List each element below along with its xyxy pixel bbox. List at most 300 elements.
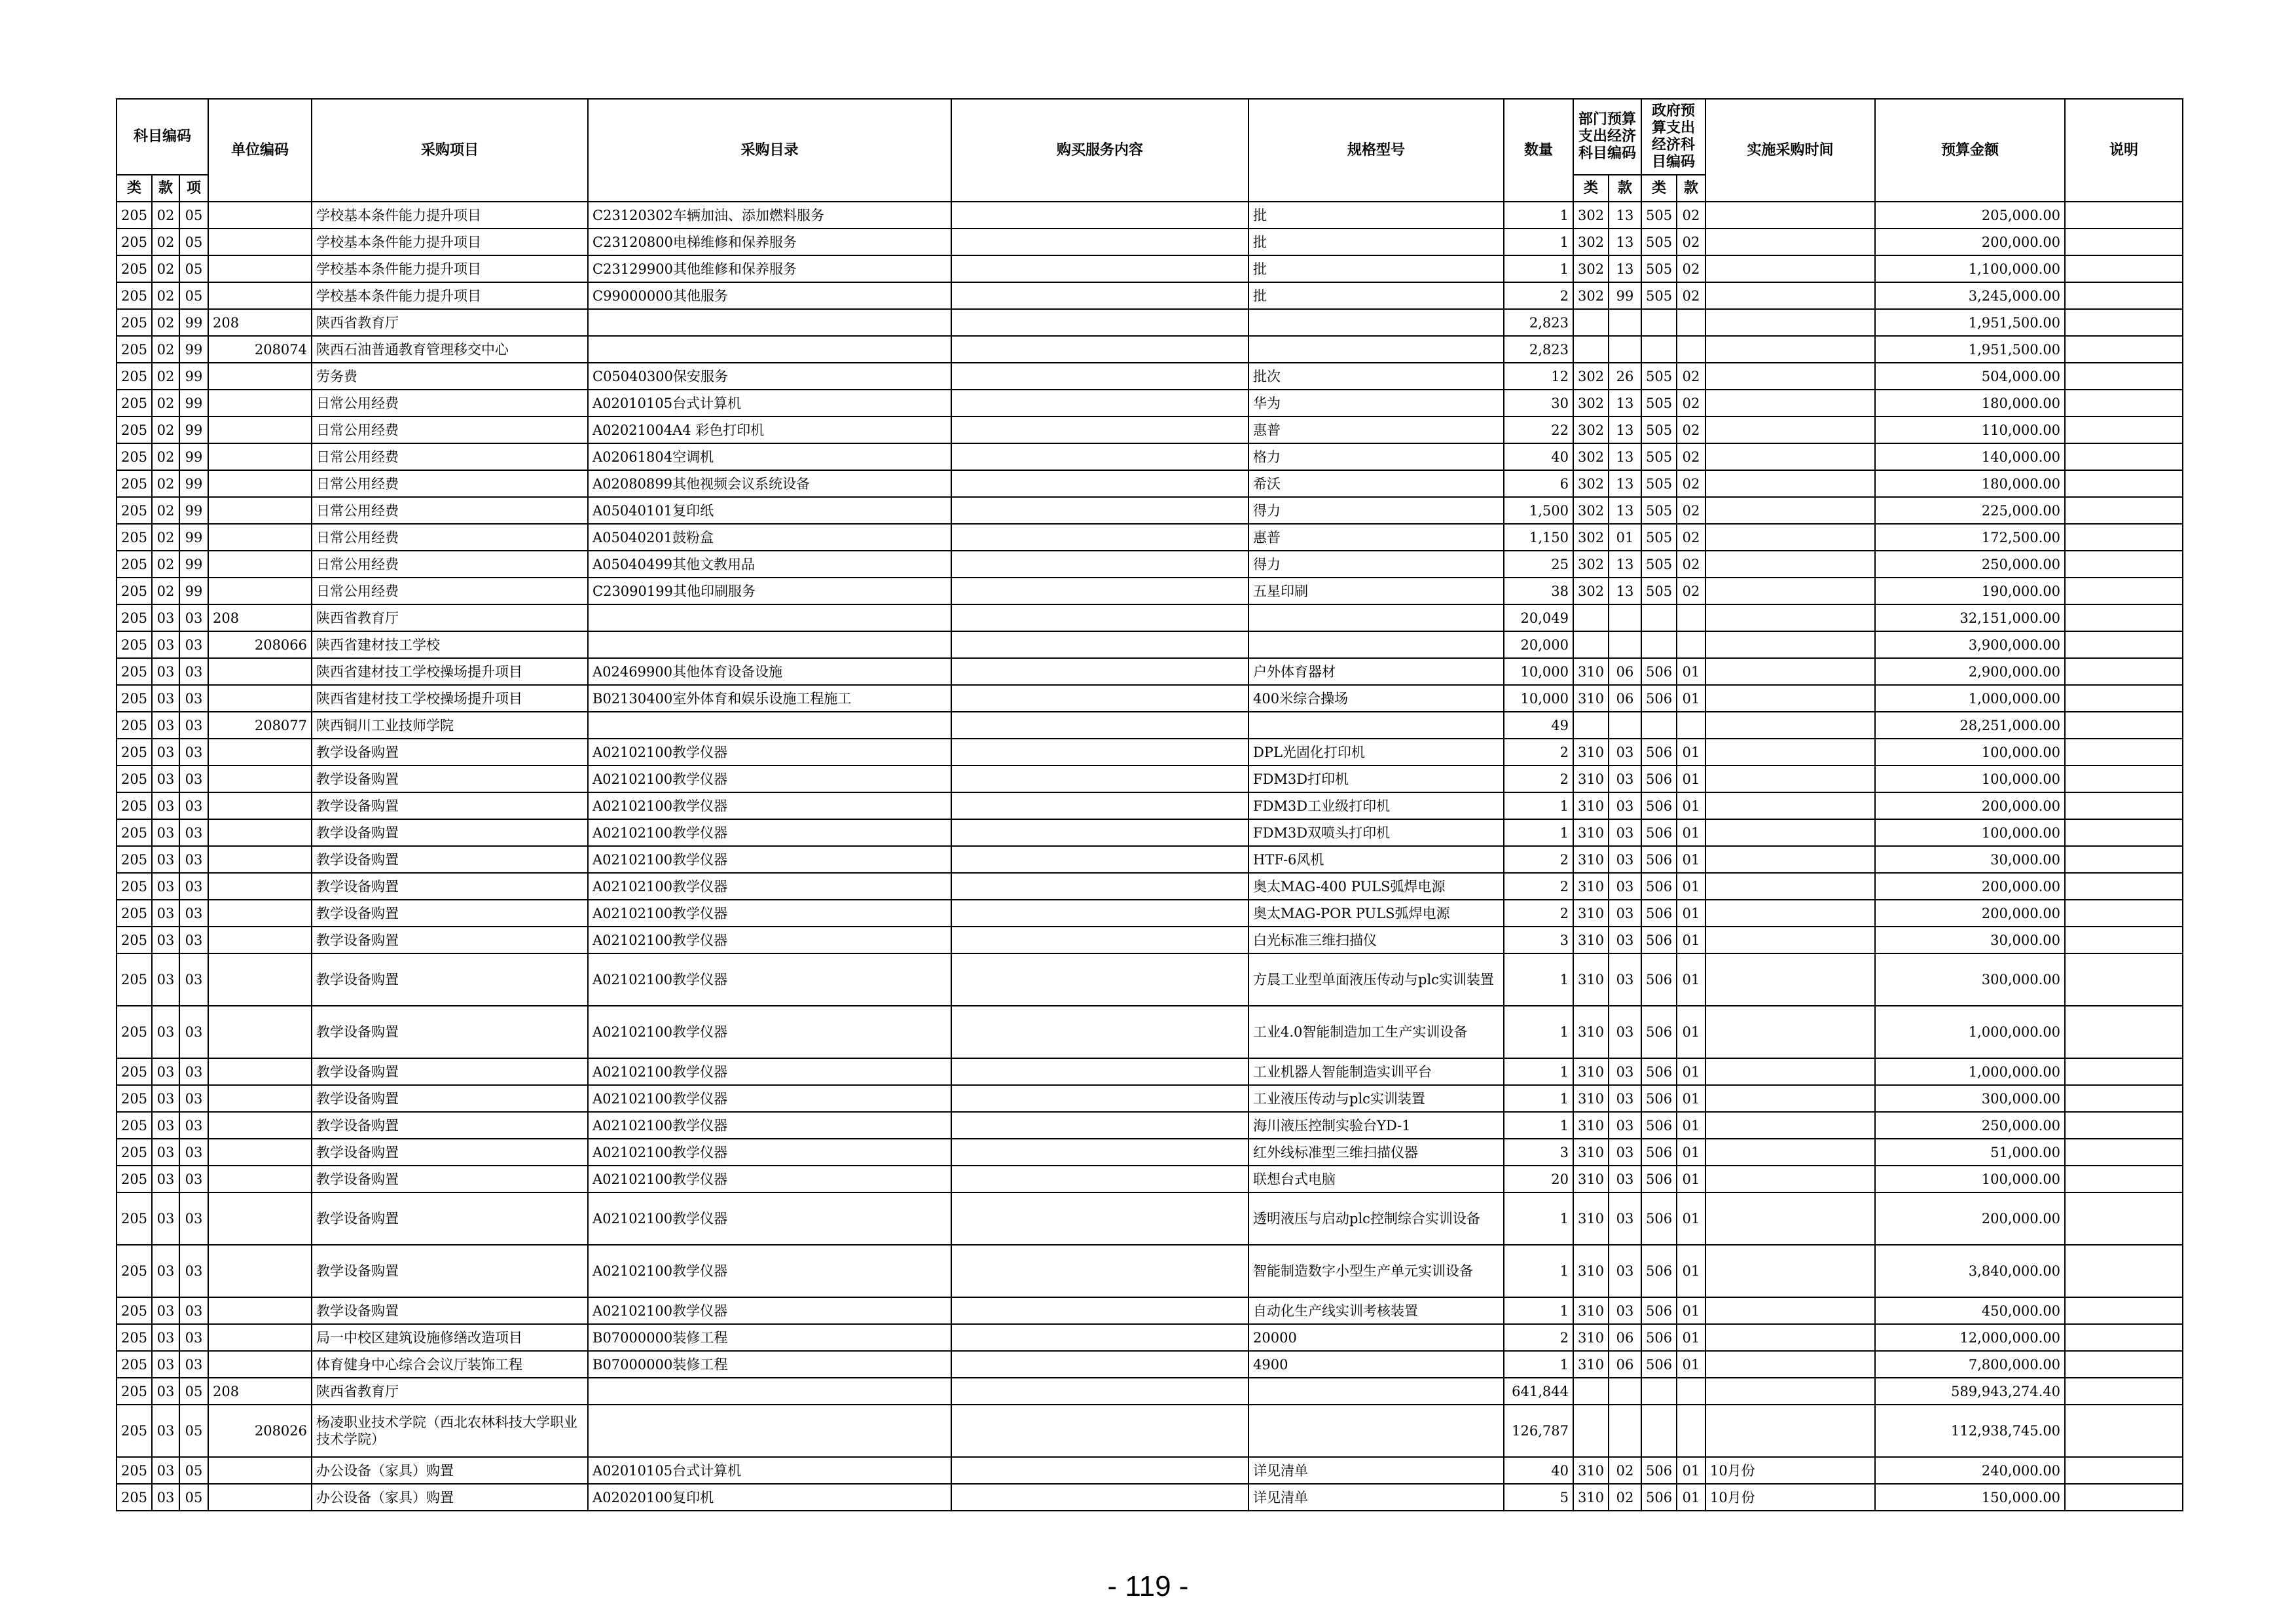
cell-lei: 205 <box>117 443 152 470</box>
cell-kuan: 02 <box>152 202 179 229</box>
cell-kuan: 03 <box>152 1112 179 1139</box>
cell-amount: 225,000.00 <box>1875 497 2065 524</box>
cell-time <box>1705 524 1875 551</box>
cell-dept-econ-kuan: 03 <box>1609 739 1641 766</box>
cell-amount: 240,000.00 <box>1875 1457 2065 1484</box>
cell-spec: FDM3D双喷头打印机 <box>1248 819 1504 846</box>
cell-dept-econ-lei: 302 <box>1573 416 1609 443</box>
cell-note <box>2065 1297 2183 1324</box>
cell-project: 教学设备购置 <box>312 819 588 846</box>
table-row <box>117 309 2183 336</box>
cell-unit-code <box>208 1297 312 1324</box>
cell-time <box>1705 363 1875 390</box>
cell-kuan: 02 <box>152 255 179 282</box>
cell-unit-code <box>208 1139 312 1166</box>
cell-dept-econ-lei: 302 <box>1573 282 1609 309</box>
cell-catalog: A02102100教学仪器 <box>588 873 951 900</box>
cell-gov-econ-kuan: 01 <box>1677 1166 1705 1192</box>
cell-amount: 504,000.00 <box>1875 363 2065 390</box>
cell-gov-econ-lei <box>1641 631 1677 658</box>
cell-time <box>1705 443 1875 470</box>
cell-service <box>951 1112 1248 1139</box>
cell-catalog: A02010105台式计算机 <box>588 1457 951 1484</box>
table-row <box>117 551 2183 578</box>
cell-dept-econ-kuan <box>1609 1405 1641 1457</box>
cell-xiang: 03 <box>179 604 208 631</box>
cell-gov-econ-kuan <box>1677 712 1705 739</box>
cell-lei: 205 <box>117 524 152 551</box>
header-xiang: 项 <box>179 175 208 202</box>
cell-catalog <box>588 631 951 658</box>
cell-spec: FDM3D工业级打印机 <box>1248 792 1504 819</box>
cell-unit-code: 208026 <box>208 1405 312 1457</box>
cell-kuan: 03 <box>152 685 179 712</box>
cell-lei: 205 <box>117 1006 152 1058</box>
cell-dept-econ-kuan: 03 <box>1609 927 1641 953</box>
cell-note <box>2065 766 2183 792</box>
cell-service <box>951 1324 1248 1351</box>
cell-catalog: B02130400室外体育和娱乐设施工程施工 <box>588 685 951 712</box>
cell-xiang: 99 <box>179 363 208 390</box>
cell-lei: 205 <box>117 309 152 336</box>
cell-kuan: 03 <box>152 1192 179 1245</box>
cell-dept-econ-kuan: 03 <box>1609 1139 1641 1166</box>
cell-lei: 205 <box>117 685 152 712</box>
cell-lei: 205 <box>117 1297 152 1324</box>
cell-xiang: 03 <box>179 900 208 927</box>
table-row <box>117 443 2183 470</box>
header-spec: 规格型号 <box>1248 99 1504 202</box>
cell-project: 陕西省建材技工学校操场提升项目 <box>312 685 588 712</box>
cell-unit-code <box>208 1166 312 1192</box>
cell-lei: 205 <box>117 766 152 792</box>
cell-dept-econ-lei: 302 <box>1573 202 1609 229</box>
cell-lei: 205 <box>117 846 152 873</box>
cell-qty: 1 <box>1504 255 1573 282</box>
cell-time <box>1705 1324 1875 1351</box>
cell-service <box>951 336 1248 363</box>
cell-gov-econ-lei: 506 <box>1641 658 1677 685</box>
cell-amount: 1,951,500.00 <box>1875 336 2065 363</box>
cell-xiang: 99 <box>179 578 208 604</box>
cell-amount: 32,151,000.00 <box>1875 604 2065 631</box>
header-gov-econ: 政府预算支出经济科目编码 <box>1641 99 1705 175</box>
cell-dept-econ-lei: 310 <box>1573 1324 1609 1351</box>
cell-time <box>1705 658 1875 685</box>
cell-lei: 205 <box>117 390 152 416</box>
cell-lei: 205 <box>117 497 152 524</box>
cell-spec: 工业4.0智能制造加工生产实训设备 <box>1248 1006 1504 1058</box>
cell-dept-econ-kuan: 13 <box>1609 578 1641 604</box>
cell-project: 教学设备购置 <box>312 1192 588 1245</box>
cell-note <box>2065 927 2183 953</box>
cell-dept-econ-lei: 310 <box>1573 1245 1609 1297</box>
cell-time <box>1705 792 1875 819</box>
cell-dept-econ-kuan: 03 <box>1609 873 1641 900</box>
cell-catalog <box>588 1405 951 1457</box>
procurement-budget-table <box>116 98 2183 1511</box>
cell-unit-code <box>208 1058 312 1085</box>
cell-time <box>1705 846 1875 873</box>
cell-gov-econ-lei: 505 <box>1641 470 1677 497</box>
cell-note <box>2065 1378 2183 1405</box>
cell-dept-econ-lei: 310 <box>1573 873 1609 900</box>
cell-gov-econ-lei: 505 <box>1641 497 1677 524</box>
cell-amount: 51,000.00 <box>1875 1139 2065 1166</box>
cell-xiang: 99 <box>179 470 208 497</box>
cell-qty: 1 <box>1504 1351 1573 1378</box>
cell-project: 学校基本条件能力提升项目 <box>312 255 588 282</box>
cell-gov-econ-kuan: 01 <box>1677 1457 1705 1484</box>
cell-unit-code <box>208 953 312 1006</box>
cell-time <box>1705 766 1875 792</box>
table-row <box>117 873 2183 900</box>
cell-service <box>951 1139 1248 1166</box>
cell-kuan: 02 <box>152 443 179 470</box>
cell-gov-econ-lei: 506 <box>1641 1139 1677 1166</box>
cell-dept-econ-lei: 310 <box>1573 1112 1609 1139</box>
cell-xiang: 03 <box>179 1297 208 1324</box>
cell-note <box>2065 416 2183 443</box>
cell-amount: 180,000.00 <box>1875 390 2065 416</box>
table-row <box>117 1457 2183 1484</box>
cell-service <box>951 685 1248 712</box>
cell-lei: 205 <box>117 1112 152 1139</box>
cell-unit-code <box>208 1484 312 1511</box>
cell-note <box>2065 336 2183 363</box>
cell-qty: 20 <box>1504 1166 1573 1192</box>
cell-note <box>2065 551 2183 578</box>
cell-kuan: 02 <box>152 551 179 578</box>
cell-unit-code <box>208 873 312 900</box>
cell-amount: 100,000.00 <box>1875 819 2065 846</box>
cell-qty: 1 <box>1504 202 1573 229</box>
cell-catalog: A02102100教学仪器 <box>588 1297 951 1324</box>
table-row <box>117 631 2183 658</box>
cell-project: 杨凌职业技术学院（西北农林科技大学职业技术学院） <box>312 1405 588 1457</box>
cell-note <box>2065 873 2183 900</box>
cell-service <box>951 1484 1248 1511</box>
cell-spec <box>1248 1405 1504 1457</box>
cell-gov-econ-lei: 506 <box>1641 685 1677 712</box>
table-row <box>117 416 2183 443</box>
cell-service <box>951 443 1248 470</box>
cell-dept-econ-kuan: 03 <box>1609 1058 1641 1085</box>
cell-amount: 1,100,000.00 <box>1875 255 2065 282</box>
cell-gov-econ-lei: 506 <box>1641 1324 1677 1351</box>
cell-service <box>951 1245 1248 1297</box>
cell-gov-econ-lei: 506 <box>1641 766 1677 792</box>
cell-dept-econ-kuan: 13 <box>1609 229 1641 255</box>
cell-lei: 205 <box>117 282 152 309</box>
cell-lei: 205 <box>117 739 152 766</box>
cell-gov-econ-kuan: 02 <box>1677 551 1705 578</box>
cell-dept-econ-lei: 310 <box>1573 1139 1609 1166</box>
cell-kuan: 03 <box>152 1058 179 1085</box>
cell-gov-econ-lei: 505 <box>1641 551 1677 578</box>
cell-time <box>1705 1139 1875 1166</box>
cell-kuan: 03 <box>152 1378 179 1405</box>
cell-time <box>1705 739 1875 766</box>
cell-dept-econ-kuan: 02 <box>1609 1457 1641 1484</box>
cell-xiang: 03 <box>179 819 208 846</box>
cell-catalog: A02010105台式计算机 <box>588 390 951 416</box>
cell-note <box>2065 1245 2183 1297</box>
cell-note <box>2065 497 2183 524</box>
cell-kuan: 02 <box>152 229 179 255</box>
cell-lei: 205 <box>117 1139 152 1166</box>
cell-gov-econ-lei: 506 <box>1641 900 1677 927</box>
cell-time <box>1705 497 1875 524</box>
cell-lei: 205 <box>117 658 152 685</box>
cell-qty: 1 <box>1504 1085 1573 1112</box>
cell-note <box>2065 390 2183 416</box>
cell-gov-econ-kuan: 02 <box>1677 282 1705 309</box>
cell-gov-econ-lei: 505 <box>1641 363 1677 390</box>
cell-project: 教学设备购置 <box>312 846 588 873</box>
cell-time <box>1705 282 1875 309</box>
cell-dept-econ-lei: 310 <box>1573 792 1609 819</box>
cell-unit-code <box>208 1324 312 1351</box>
cell-note <box>2065 470 2183 497</box>
cell-service <box>951 1085 1248 1112</box>
cell-catalog: A05040499其他文教用品 <box>588 551 951 578</box>
cell-note <box>2065 229 2183 255</box>
cell-xiang: 05 <box>179 202 208 229</box>
cell-unit-code <box>208 470 312 497</box>
table-row <box>117 819 2183 846</box>
cell-project: 学校基本条件能力提升项目 <box>312 282 588 309</box>
cell-gov-econ-kuan: 01 <box>1677 658 1705 685</box>
cell-time <box>1705 202 1875 229</box>
cell-project: 教学设备购置 <box>312 1085 588 1112</box>
cell-gov-econ-kuan <box>1677 1378 1705 1405</box>
cell-project: 教学设备购置 <box>312 1166 588 1192</box>
cell-gov-econ-kuan: 02 <box>1677 202 1705 229</box>
cell-amount: 100,000.00 <box>1875 1166 2065 1192</box>
cell-dept-econ-lei: 310 <box>1573 766 1609 792</box>
cell-time <box>1705 927 1875 953</box>
cell-spec: 华为 <box>1248 390 1504 416</box>
cell-note <box>2065 578 2183 604</box>
cell-dept-econ-lei: 310 <box>1573 1457 1609 1484</box>
table-row <box>117 927 2183 953</box>
cell-spec: 4900 <box>1248 1351 1504 1378</box>
cell-lei: 205 <box>117 470 152 497</box>
cell-unit-code <box>208 363 312 390</box>
table-row <box>117 1112 2183 1139</box>
cell-amount: 30,000.00 <box>1875 927 2065 953</box>
cell-time <box>1705 712 1875 739</box>
cell-qty: 2 <box>1504 766 1573 792</box>
cell-spec: 20000 <box>1248 1324 1504 1351</box>
cell-kuan: 03 <box>152 1085 179 1112</box>
cell-lei: 205 <box>117 1085 152 1112</box>
cell-dept-econ-lei <box>1573 604 1609 631</box>
cell-service <box>951 390 1248 416</box>
cell-project: 教学设备购置 <box>312 1006 588 1058</box>
cell-service <box>951 766 1248 792</box>
cell-time <box>1705 551 1875 578</box>
cell-project: 日常公用经费 <box>312 497 588 524</box>
cell-spec: 工业液压传动与plc实训装置 <box>1248 1085 1504 1112</box>
cell-project: 局一中校区建筑设施修缮改造项目 <box>312 1324 588 1351</box>
cell-amount: 1,000,000.00 <box>1875 685 2065 712</box>
cell-note <box>2065 524 2183 551</box>
cell-gov-econ-lei: 506 <box>1641 1085 1677 1112</box>
cell-amount: 1,951,500.00 <box>1875 309 2065 336</box>
cell-kuan: 03 <box>152 1139 179 1166</box>
cell-kuan: 03 <box>152 1166 179 1192</box>
cell-spec <box>1248 309 1504 336</box>
cell-amount: 205,000.00 <box>1875 202 2065 229</box>
table-row <box>117 390 2183 416</box>
cell-service <box>951 712 1248 739</box>
cell-dept-econ-kuan <box>1609 631 1641 658</box>
cell-project: 学校基本条件能力提升项目 <box>312 202 588 229</box>
cell-gov-econ-lei: 506 <box>1641 927 1677 953</box>
cell-gov-econ-kuan: 01 <box>1677 792 1705 819</box>
cell-note <box>2065 1484 2183 1511</box>
cell-gov-econ-kuan: 01 <box>1677 927 1705 953</box>
cell-dept-econ-lei <box>1573 1405 1609 1457</box>
cell-unit-code <box>208 202 312 229</box>
table-row <box>117 739 2183 766</box>
cell-lei: 205 <box>117 792 152 819</box>
cell-gov-econ-lei: 505 <box>1641 282 1677 309</box>
cell-spec: 详见清单 <box>1248 1484 1504 1511</box>
cell-dept-econ-kuan: 03 <box>1609 792 1641 819</box>
cell-time <box>1705 1058 1875 1085</box>
cell-gov-econ-lei: 506 <box>1641 739 1677 766</box>
cell-gov-econ-lei: 506 <box>1641 1457 1677 1484</box>
cell-qty: 641,844 <box>1504 1378 1573 1405</box>
cell-qty: 6 <box>1504 470 1573 497</box>
cell-gov-econ-kuan: 01 <box>1677 1351 1705 1378</box>
table-row <box>117 1192 2183 1245</box>
cell-unit-code: 208077 <box>208 712 312 739</box>
cell-xiang: 03 <box>179 1166 208 1192</box>
cell-qty: 2,823 <box>1504 309 1573 336</box>
cell-time <box>1705 416 1875 443</box>
header-dept-econ: 部门预算支出经济科目编码 <box>1573 99 1641 175</box>
cell-spec <box>1248 712 1504 739</box>
cell-project: 办公设备（家具）购置 <box>312 1484 588 1511</box>
cell-spec: 惠普 <box>1248 524 1504 551</box>
cell-qty: 10,000 <box>1504 658 1573 685</box>
cell-kuan: 02 <box>152 390 179 416</box>
cell-qty: 2 <box>1504 900 1573 927</box>
cell-spec: 批 <box>1248 255 1504 282</box>
cell-xiang: 99 <box>179 524 208 551</box>
cell-catalog: A02020100复印机 <box>588 1484 951 1511</box>
cell-time <box>1705 1166 1875 1192</box>
cell-note <box>2065 1139 2183 1166</box>
cell-dept-econ-lei: 302 <box>1573 229 1609 255</box>
table-row <box>117 953 2183 1006</box>
header-catalog: 采购目录 <box>588 99 951 202</box>
cell-gov-econ-kuan: 01 <box>1677 739 1705 766</box>
table-row <box>117 497 2183 524</box>
cell-qty: 2 <box>1504 1324 1573 1351</box>
cell-time <box>1705 255 1875 282</box>
cell-gov-econ-kuan: 01 <box>1677 1058 1705 1085</box>
cell-gov-econ-lei: 506 <box>1641 792 1677 819</box>
cell-unit-code <box>208 416 312 443</box>
cell-gov-econ-kuan: 01 <box>1677 1324 1705 1351</box>
cell-note <box>2065 953 2183 1006</box>
cell-catalog: A02102100教学仪器 <box>588 1192 951 1245</box>
cell-project: 日常公用经费 <box>312 443 588 470</box>
cell-xiang: 03 <box>179 792 208 819</box>
cell-qty: 1 <box>1504 792 1573 819</box>
cell-amount: 300,000.00 <box>1875 1085 2065 1112</box>
cell-unit-code <box>208 846 312 873</box>
cell-catalog: A02102100教学仪器 <box>588 819 951 846</box>
cell-time <box>1705 1192 1875 1245</box>
cell-amount: 3,900,000.00 <box>1875 631 2065 658</box>
cell-lei: 205 <box>117 1457 152 1484</box>
cell-note <box>2065 363 2183 390</box>
cell-dept-econ-lei: 302 <box>1573 524 1609 551</box>
cell-kuan: 03 <box>152 766 179 792</box>
cell-note <box>2065 739 2183 766</box>
cell-service <box>951 1351 1248 1378</box>
cell-dept-econ-lei: 302 <box>1573 363 1609 390</box>
cell-qty: 3 <box>1504 1139 1573 1166</box>
page-number: - 119 - <box>1107 1570 1189 1602</box>
cell-xiang: 05 <box>179 1484 208 1511</box>
cell-xiang: 03 <box>179 1112 208 1139</box>
cell-time <box>1705 309 1875 336</box>
cell-time <box>1705 953 1875 1006</box>
cell-dept-econ-kuan: 03 <box>1609 1297 1641 1324</box>
cell-gov-econ-lei <box>1641 1405 1677 1457</box>
cell-xiang: 99 <box>179 443 208 470</box>
cell-amount: 100,000.00 <box>1875 739 2065 766</box>
cell-amount: 110,000.00 <box>1875 416 2065 443</box>
table-row <box>117 282 2183 309</box>
cell-spec <box>1248 1378 1504 1405</box>
cell-amount: 28,251,000.00 <box>1875 712 2065 739</box>
cell-xiang: 03 <box>179 1085 208 1112</box>
table-row <box>117 1085 2183 1112</box>
cell-lei: 205 <box>117 604 152 631</box>
cell-dept-econ-kuan: 13 <box>1609 443 1641 470</box>
header-unit-code: 单位编码 <box>208 99 312 202</box>
cell-dept-econ-lei: 310 <box>1573 1297 1609 1324</box>
cell-amount: 1,000,000.00 <box>1875 1058 2065 1085</box>
cell-amount: 12,000,000.00 <box>1875 1324 2065 1351</box>
cell-spec: DPL光固化打印机 <box>1248 739 1504 766</box>
cell-gov-econ-kuan: 01 <box>1677 1192 1705 1245</box>
cell-gov-econ-lei: 505 <box>1641 578 1677 604</box>
cell-gov-econ-lei: 506 <box>1641 1112 1677 1139</box>
cell-spec: 希沃 <box>1248 470 1504 497</box>
cell-qty: 1 <box>1504 1058 1573 1085</box>
cell-note <box>2065 1166 2183 1192</box>
cell-qty: 1 <box>1504 1006 1573 1058</box>
cell-gov-econ-kuan: 01 <box>1677 1006 1705 1058</box>
cell-dept-econ-kuan: 03 <box>1609 900 1641 927</box>
cell-qty: 12 <box>1504 363 1573 390</box>
cell-gov-econ-kuan: 02 <box>1677 578 1705 604</box>
cell-project: 陕西省建材技工学校 <box>312 631 588 658</box>
cell-qty: 1 <box>1504 1245 1573 1297</box>
cell-service <box>951 900 1248 927</box>
cell-service <box>951 604 1248 631</box>
cell-amount: 300,000.00 <box>1875 953 2065 1006</box>
